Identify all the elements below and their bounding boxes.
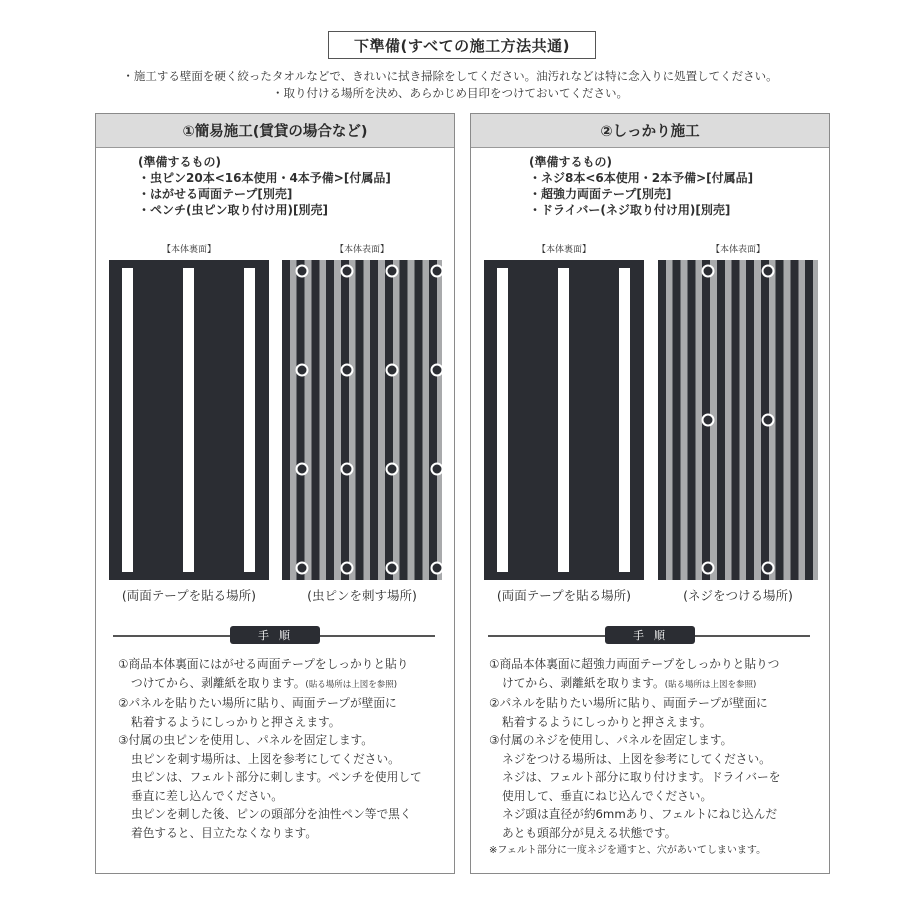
screw-icon [702, 265, 715, 278]
step-line: ネジをつける場所は、上図を参考にしてください。 [502, 751, 771, 766]
prep-list [529, 154, 753, 218]
prep-heading: (準備するもの) [529, 155, 612, 169]
steps-list [118, 655, 448, 842]
step-warning-note: ※フェルト部分に一度ネジを通すと、穴があいてしまいます。 [489, 845, 767, 856]
pin-icon [296, 265, 309, 278]
intro-line-1: ・施工する壁面を硬く絞ったタオルなどで、きれいに拭き掃除をしてください。油汚れなどは特に念入りに処置してください。 [122, 69, 778, 83]
pin-icon [341, 562, 354, 575]
back-label: 【本体裏面】 [536, 245, 591, 255]
step-line: 虫ピンは、フェルト部分に刺します。ペンチを使用して [131, 770, 422, 784]
prep-heading: (準備するもの) [138, 155, 221, 169]
pin-icon [296, 364, 309, 377]
back-caption: (両面テープを貼る場所) [496, 588, 632, 603]
pin-icon [386, 364, 399, 377]
prep-item: ・虫ピン20本<16本使用・4本予備>[付属品] [138, 171, 391, 185]
tape-strip [497, 268, 508, 572]
step-line: 虫ピンを刺す場所は、上図を参考にしてください。 [131, 751, 400, 766]
prep-item: ・はがせる両面テープ[別売] [138, 187, 293, 201]
tape-strip [122, 268, 133, 572]
steps-badge: 手順 [605, 626, 695, 644]
screw-icon [762, 562, 775, 575]
tape-strip [183, 268, 194, 572]
pin-icon [341, 463, 354, 476]
screw-icon [702, 414, 715, 427]
step-note: (貼る場所は上図を参照) [664, 679, 757, 690]
front-caption: (虫ピンを刺す場所) [307, 588, 417, 603]
step-line: 粘着するようにしっかりと押さえます。 [502, 714, 712, 729]
front-label: 【本体表面】 [710, 245, 765, 255]
front-side-diagram [282, 260, 442, 580]
step-line: 着色すると、目立たなくなります。 [131, 825, 318, 840]
step-note: (貼る場所は上図を参照) [305, 679, 398, 690]
step-line: ②パネルを貼りたい場所に貼り、両面テープが壁面に [118, 696, 397, 710]
intro-line-2: ・取り付ける場所を決め、あらかじめ目印をつけておいてください。 [271, 86, 629, 100]
step-line: ③付属の虫ピンを使用し、パネルを固定します。 [118, 733, 373, 747]
step-line: ②パネルを貼りたい場所に貼り、両面テープが壁面に [489, 696, 768, 710]
step-line: ①商品本体裏面に超強力両面テープをしっかりと貼りつ [489, 657, 780, 671]
step-line: あとも頭部分が見える状態です。 [502, 825, 677, 840]
back-side-diagram [484, 260, 644, 580]
page-title: 下準備(すべての施工方法共通) [328, 31, 596, 59]
pin-icon [431, 463, 443, 476]
pin-icon [341, 265, 354, 278]
front-label: 【本体表面】 [334, 245, 389, 255]
front-caption: (ネジをつける場所) [683, 588, 793, 603]
step-line: 垂直に差し込んでください。 [131, 788, 283, 803]
step-line: ③付属のネジを使用し、パネルを固定します。 [489, 733, 733, 747]
pin-icon [431, 265, 443, 278]
step-line: つけてから、剥離紙を取ります。(貼る場所は上図を参照) [131, 675, 398, 690]
steps-badge: 手順 [230, 626, 320, 644]
screw-icon [762, 265, 775, 278]
prep-list [138, 154, 391, 218]
tape-strip [619, 268, 630, 572]
prep-item: ・超強力両面テープ[別売] [529, 187, 672, 201]
tape-strip [558, 268, 569, 572]
step-line: けてから、剥離紙を取ります。(貼る場所は上図を参照) [502, 675, 757, 690]
steps-list [489, 655, 819, 861]
step-line: ①商品本体裏面にはがせる両面テープをしっかりと貼り [118, 657, 409, 671]
back-caption: (両面テープを貼る場所) [121, 588, 257, 603]
panel-simple-installation [95, 113, 455, 874]
pin-icon [341, 364, 354, 377]
tape-strip [244, 268, 255, 572]
prep-item: ・ドライバー(ネジ取り付け用)[別売] [529, 203, 731, 217]
step-line: ネジ頭は直径が約6mmあり、フェルトにねじ込んだ [502, 807, 778, 821]
step-line: 使用して、垂直にねじ込んでください。 [502, 788, 713, 803]
pin-icon [431, 364, 443, 377]
screw-icon [702, 562, 715, 575]
prep-item: ・ペンチ(虫ピン取り付け用)[別売] [138, 203, 328, 217]
panel-secure-installation [470, 113, 830, 874]
step-line: ネジは、フェルト部分に取り付けます。ドライバーを [502, 770, 781, 784]
pin-icon [386, 463, 399, 476]
pin-icon [431, 562, 443, 575]
front-side-diagram [658, 260, 818, 580]
panel-title: ②しっかり施工 [471, 114, 829, 148]
step-line: 粘着するようにしっかりと押さえます。 [131, 714, 341, 729]
step-line: 虫ピンを刺した後、ピンの頭部分を油性ペン等で黒く [131, 807, 412, 821]
back-label: 【本体裏面】 [161, 245, 216, 255]
panel-title: ①簡易施工(賃貸の場合など) [96, 114, 454, 148]
pin-icon [296, 463, 309, 476]
screw-icon [762, 414, 775, 427]
prep-item: ・ネジ8本<6本使用・2本予備>[付属品] [529, 171, 754, 185]
back-side-diagram [109, 260, 269, 580]
pin-icon [386, 265, 399, 278]
pin-icon [296, 562, 309, 575]
pin-icon [386, 562, 399, 575]
